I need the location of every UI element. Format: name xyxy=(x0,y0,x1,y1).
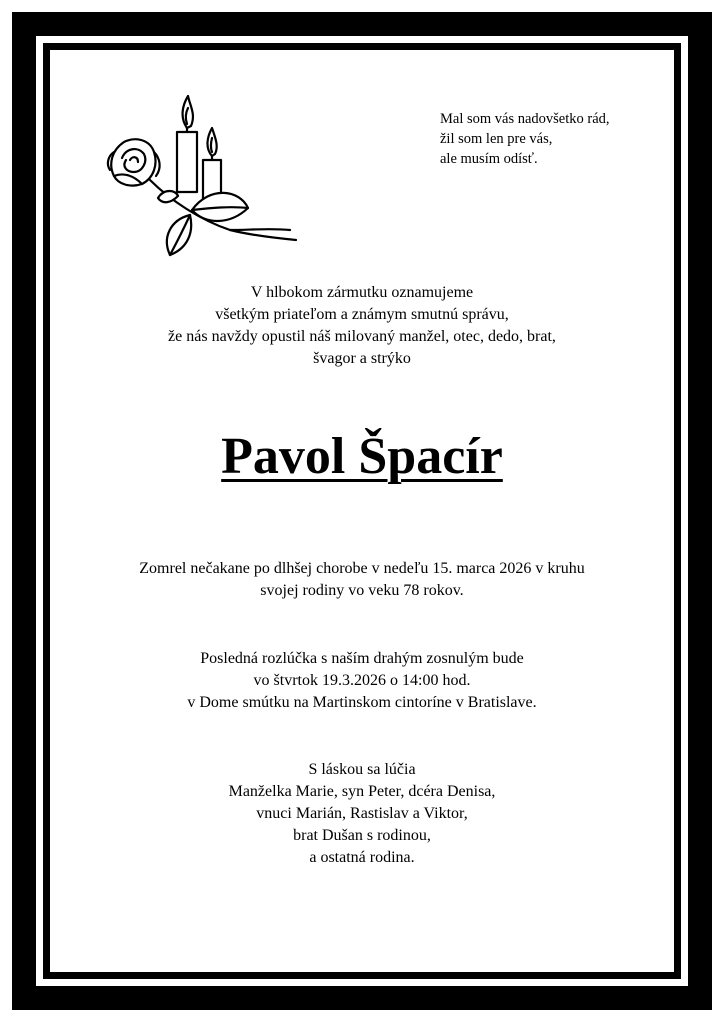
announcement-line: švagor a strýko xyxy=(313,350,411,367)
mourners-line: a ostatná rodina. xyxy=(309,849,415,866)
funeral-line: Posledná rozlúčka s naším drahým zosnulým bude xyxy=(200,650,524,667)
mourners-line: S láskou sa lúčia xyxy=(308,761,416,778)
mourners-line: Manželka Marie, syn Peter, dcéra Denisa, xyxy=(228,783,496,800)
funeral-line: vo štvrtok 19.3.2026 o 14:00 hod. xyxy=(253,672,471,689)
deceased-name-heading xyxy=(50,427,674,487)
motto-line: ale musím odísť. xyxy=(440,151,538,167)
obituary-notice xyxy=(50,50,674,972)
announcement-line: V hlbokom zármutku oznamujeme xyxy=(250,284,474,301)
mourners-line: vnuci Marián, Rastislav a Viktor, xyxy=(256,805,468,822)
death-details xyxy=(50,558,674,602)
funeral-line: v Dome smútku na Martinskom cintoríne v Bratislave. xyxy=(187,694,537,711)
announcement-line: všetkým priateľom a známym smutnú správu, xyxy=(215,306,509,323)
motto-line: Mal som vás nadovšetko rád, xyxy=(440,111,610,127)
death-line: Zomrel nečakane po dlhšej chorobe v nedeľu 15. marca 2026 v kruhu xyxy=(139,560,585,577)
deceased-name: Pavol Špacír xyxy=(221,428,503,485)
candles-and-rose-icon xyxy=(100,80,310,260)
motto-verse xyxy=(440,109,670,169)
mourners-line: brat Dušan s rodinou, xyxy=(293,827,431,844)
death-line: svojej rodiny vo veku 78 rokov. xyxy=(260,582,464,599)
announcement-text xyxy=(50,282,674,370)
announcement-line: že nás navždy opustil náš milovaný manžel, otec, dedo, brat, xyxy=(168,328,556,345)
mourners-list xyxy=(50,759,674,869)
funeral-details xyxy=(50,648,674,714)
motto-line: žil som len pre vás, xyxy=(440,131,553,147)
